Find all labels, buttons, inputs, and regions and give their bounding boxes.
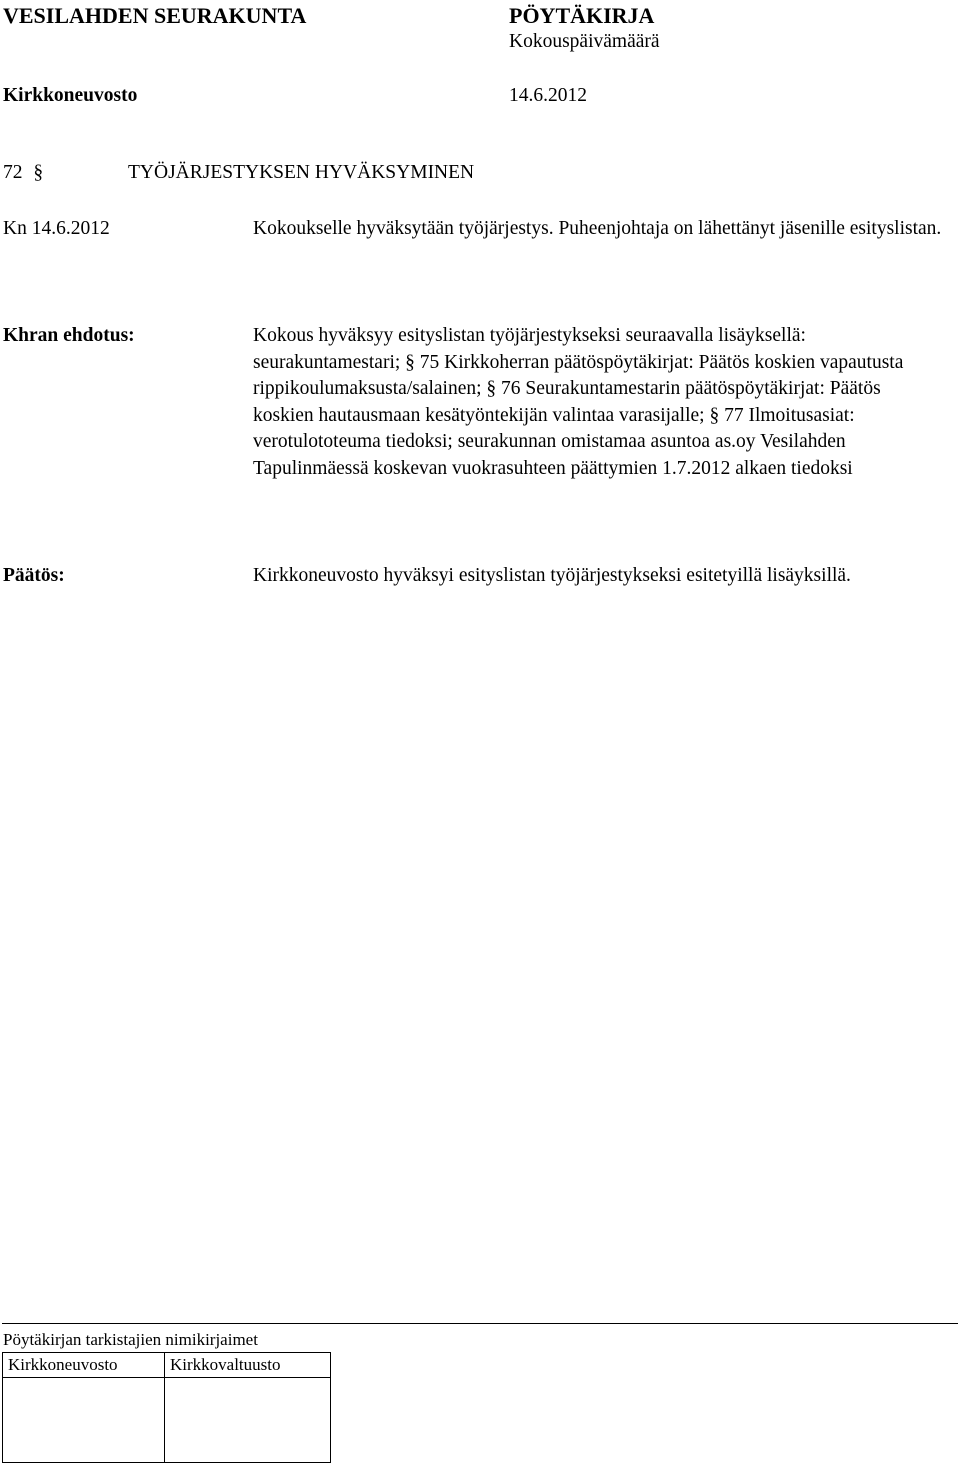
- section-number: 72: [3, 162, 23, 183]
- organization-name: VESILAHDEN SEURAKUNTA: [3, 3, 307, 28]
- proposal-label: Khran ehdotus:: [3, 325, 135, 346]
- document-type: PÖYTÄKIRJA: [509, 3, 655, 28]
- signature-table: [2, 1352, 331, 1463]
- meeting-date: 14.6.2012: [509, 85, 587, 106]
- signature-block-title: Pöytäkirjan tarkistajien nimikirjaimet: [3, 1330, 258, 1349]
- signature-field-kirkkoneuvosto[interactable]: [3, 1378, 165, 1463]
- signature-column-kirkkovaltuusto: Kirkkovaltuusto: [165, 1353, 331, 1378]
- kn-entry-label: Kn 14.6.2012: [3, 218, 110, 239]
- proposal-text: Kokous hyväksyy esityslistan työjärjestykseksi seuraavalla lisäyksellä: seurakuntamestari; § 75 Kirkkoherran päätöspöytäkirjat: Päätös koskien vapautusta rippikoulumaksusta/salainen; § 76 Seurakuntamestarin päätöspöytäkirjat: Päätös koskien hautausmaan kesätyöntekijän valintaa varasijalle; § 77 Ilmoitusasiat: verotulototeuma tiedoksi; seurakunnan omistamaa asuntoa as.oy Vesilahden Tapulinmäessä koskevan vuokrasuhteen päättymien 1.7.2012 alkaen tiedoksi: [253, 325, 904, 479]
- signature-divider: [2, 1323, 958, 1324]
- section-heading: [3, 160, 43, 187]
- decision-label: Päätös:: [3, 565, 65, 586]
- section-title: TYÖJÄRJESTYKSEN HYVÄKSYMINEN: [128, 162, 475, 183]
- section-symbol: §: [33, 162, 44, 183]
- kn-entry-text: Kokoukselle hyväksytään työjärjestys. Puheenjohtaja on lähettänyt jäsenille esityslistan.: [253, 218, 942, 239]
- signature-field-kirkkovaltuusto[interactable]: [165, 1378, 331, 1463]
- decision-text: Kirkkoneuvosto hyväksyi esityslistan työjärjestykseksi esitetyillä lisäyksillä.: [253, 565, 851, 586]
- governing-body-name: Kirkkoneuvosto: [3, 85, 138, 106]
- meeting-date-label: Kokouspäivämäärä: [509, 31, 660, 52]
- signature-column-kirkkoneuvosto: Kirkkoneuvosto: [3, 1353, 165, 1378]
